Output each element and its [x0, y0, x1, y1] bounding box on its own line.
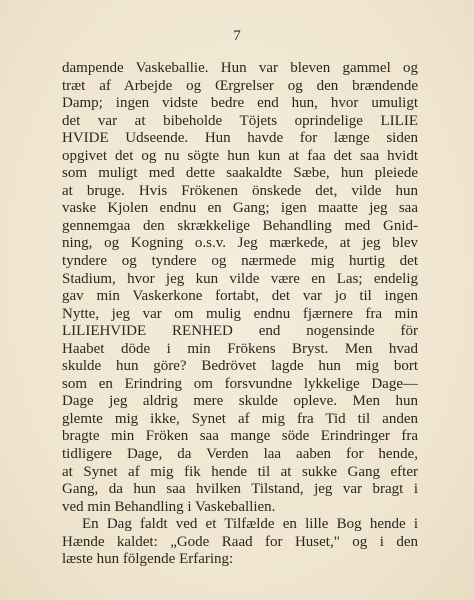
text-line: Gang, da hun saa hvilken Tilstand, jeg var bragt i — [62, 481, 418, 498]
text-line: vaske Kjolen endnu en Gang; igen maatte jeg saa — [62, 200, 418, 217]
text-line: tidligere Dage, da Verden laa aaben for hende, — [62, 446, 418, 463]
body-text — [62, 60, 418, 569]
text-line: Haabet döde i min Frökens Bryst. Men hvad — [62, 340, 418, 357]
text-line: det var at bibeholde Töjets oprindelige LILIE — [62, 112, 418, 129]
text-line: som en Erindring om forsvundne lykkelige Dage— — [62, 375, 418, 392]
text-line: Damp; ingen vidste bedre end hun, hvor umuligt — [62, 95, 418, 112]
page-number: 7 — [233, 28, 241, 44]
text-line: Nytte, jeg var om mulig endnu fjærnere fra min — [62, 305, 418, 322]
text-line: tyndere og tyndere og nærmede mig hurtig det — [62, 253, 418, 270]
text-line: træt af Arbejde og Œrgrelser og den brændende — [62, 77, 418, 94]
text-line: opgivet det og nu sögte hun kun at faa det saa hvidt — [62, 147, 418, 164]
text-line: Hænde kaldet: „Gode Raad for Huset," og i den — [62, 533, 418, 550]
text-line: at Synet af mig fik hende til at sukke Gang efter — [62, 463, 418, 480]
text-line: HVIDE Udseende. Hun havde for længe siden — [62, 130, 418, 147]
text-line: dampende Vaskeballie. Hun var bleven gammel og — [62, 60, 418, 76]
text-line: LILIEHVIDE RENHED end nogensinde för — [62, 323, 418, 340]
text-line: skulde hun göre? Bedrövet lagde hun mig bort — [62, 358, 418, 375]
text-line: ved min Behandling i Vaskeballien. — [62, 498, 276, 515]
text-line: glemte mig ikke, Synet af mig fra Tid til anden — [62, 410, 418, 427]
text-line: bragte min Fröken saa mange söde Erindringer fra — [62, 428, 418, 445]
text-line: gennemgaa den skrækkelige Behandling med Gnid- — [62, 217, 418, 234]
text-line: gav min Vaskerkone fortabt, det var jo til ingen — [62, 288, 418, 305]
text-line: ning, og Kogning o.s.v. Jeg mærkede, at jeg blev — [62, 235, 418, 252]
text-line: Stadium, hvor jeg kun vilde være en Las; endelig — [62, 270, 418, 287]
text-line: En Dag faldt ved et Tilfælde en lille Bog hende i — [82, 516, 418, 533]
text-line: læste hun fölgende Erfaring: — [62, 551, 234, 568]
text-line: Dage jeg aldrig mere skulde opleve. Men hun — [62, 393, 418, 410]
text-line: som muligt med dette saakaldte Sæbe, hun pleiede — [62, 165, 418, 182]
text-line: at bruge. Hvis Frökenen önskede det, vilde hun — [62, 182, 418, 199]
